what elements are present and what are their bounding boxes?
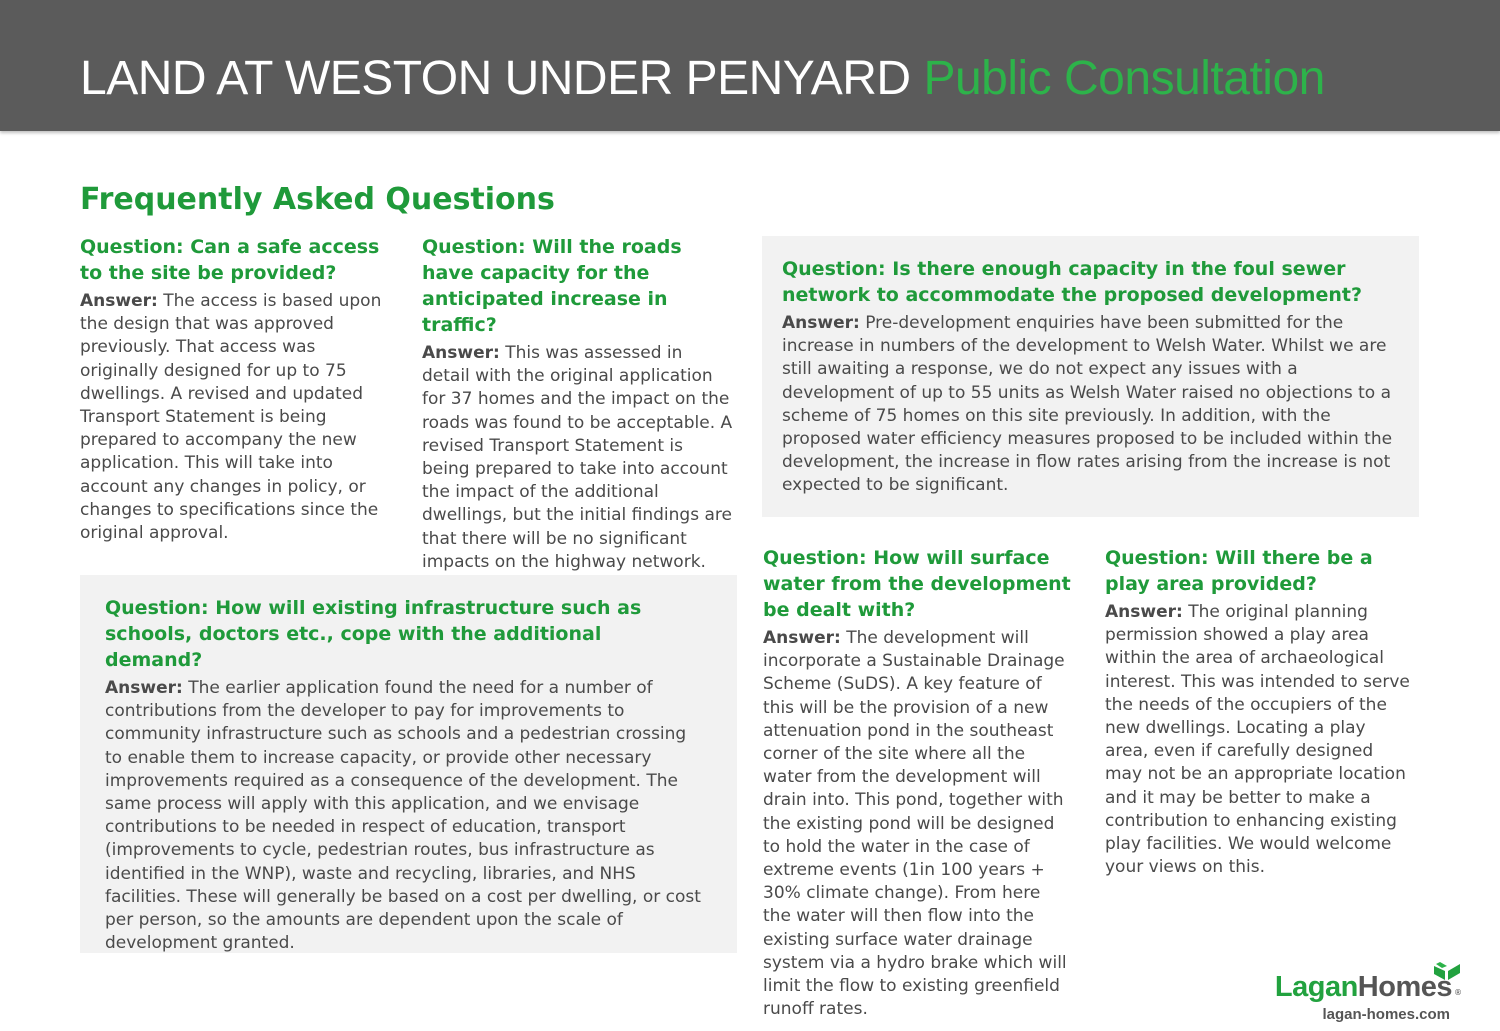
- answer-label: Answer:: [80, 291, 158, 311]
- answer-text: Pre-development enquiries have been submitted for the increase in numbers of the development to Welsh Water. Whilst we are still awaiting a response, we do not expect any issues with a development of up to 55 units as Welsh Water raised no objections to a scheme of 75 homes on this site previously. In addition, with the proposed water efficiency measures proposed to be included within the development, the increase in flow rates arising from the increase is not expected to be significant.: [782, 313, 1393, 496]
- faq-heading: Frequently Asked Questions: [80, 182, 555, 217]
- faq-answer: [782, 312, 1404, 498]
- title-subtitle: Public Consultation: [923, 52, 1325, 105]
- faq-panel-foul-sewer: [762, 236, 1419, 517]
- faq-question: Question: How will surface water from the development be dealt with?: [763, 547, 1071, 621]
- answer-text: The access is based upon the design that was approved previously. That access was originally designed for up to 75 dwellings. A revised and updated Transport Statement is being prepared to accompany the new application. This will take into account any changes in policy, or changes to specifications since the original approval.: [80, 291, 382, 544]
- faq-question: Question: Is there enough capacity in the foul sewer network to accommodate the proposed development?: [782, 258, 1362, 306]
- header-banner: [0, 0, 1500, 131]
- faq-answer: [1105, 601, 1410, 879]
- faq-answer: [763, 627, 1073, 1021]
- logo-text-lagan: Lagan: [1274, 971, 1358, 1003]
- faq-item-infrastructure: [105, 595, 705, 955]
- faq-item-surface-water: [763, 545, 1073, 1021]
- answer-text: The original planning permission showed a play area within the area of archaeological interest. This was intended to serve the needs of the occupiers of the new dwellings. Locating a play area, even if carefully designed may not be an appropriate location and it may be better to make a contribution to enhancing existing play facilities. We would welcome your views on this.: [1105, 602, 1410, 878]
- logo-text-homes: Homes: [1357, 971, 1452, 1003]
- answer-text: The earlier application found the need for a number of contributions from the developer to pay for improvements to community infrastructure such as schools and a pedestrian crossing to enable them to increase capacity, or provide other necessary improvements required as a consequence of the development. The same process will apply with this application, and we envisage contributions to be needed in respect of education, transport (improvements to cycle, pedestrian routes, bus infrastructure as identified in the WNP), waste and recycling, libraries, and NHS facilities. These will generally be based on a cost per dwelling, or cost per person, so the amounts are dependent upon the scale of development granted.: [105, 678, 701, 954]
- answer-label: Answer:: [422, 343, 500, 363]
- answer-label: Answer:: [763, 628, 841, 648]
- page-title: [80, 48, 1325, 110]
- faq-answer: [422, 342, 734, 574]
- title-main: LAND AT WESTON UNDER PENYARD: [80, 52, 911, 105]
- faq-item-play-area: [1105, 545, 1410, 879]
- answer-text: This was assessed in detail with the original application for 37 homes and the impact on the roads was found to be acceptable. A revised Transport Statement is being prepared to take into account the impact of the additional dwellings, but the initial findings are that there will be no significant impacts on the highway network.: [422, 343, 733, 572]
- faq-answer: [105, 677, 705, 955]
- answer-text: The development will incorporate a Sustainable Drainage Scheme (SuDS). A key feature of this will be the provision of a new attenuation pond in the southeast corner of the site where all the water from the development will drain into. This pond, together with the existing pond will be designed to hold the water in the case of extreme events (1in 100 years + 30% climate change). From here the water will then flow into the existing surface water drainage system via a hydro brake which will limit the flow to existing greenfield runoff rates.: [763, 628, 1067, 1020]
- faq-item-safe-access: [80, 234, 390, 545]
- faq-question: Question: How will existing infrastructure such as schools, doctors etc., cope with the additional demand?: [105, 597, 642, 671]
- logo-wordmark: [1275, 970, 1452, 1004]
- registered-mark: ®: [1454, 988, 1462, 997]
- answer-label: Answer:: [782, 313, 860, 333]
- faq-question: Question: Will there be a play area provided?: [1105, 547, 1373, 595]
- faq-item-road-capacity: [422, 234, 734, 574]
- answer-label: Answer:: [1105, 602, 1183, 622]
- faq-question: Question: Can a safe access to the site be provided?: [80, 236, 380, 284]
- answer-label: Answer:: [105, 678, 183, 698]
- website-url: lagan-homes.com: [1322, 1006, 1450, 1023]
- faq-panel-infrastructure: [80, 575, 737, 953]
- faq-answer: [80, 290, 390, 545]
- faq-item-foul-sewer: [782, 256, 1404, 498]
- faq-question: Question: Will the roads have capacity for the anticipated increase in traffic?: [422, 236, 682, 336]
